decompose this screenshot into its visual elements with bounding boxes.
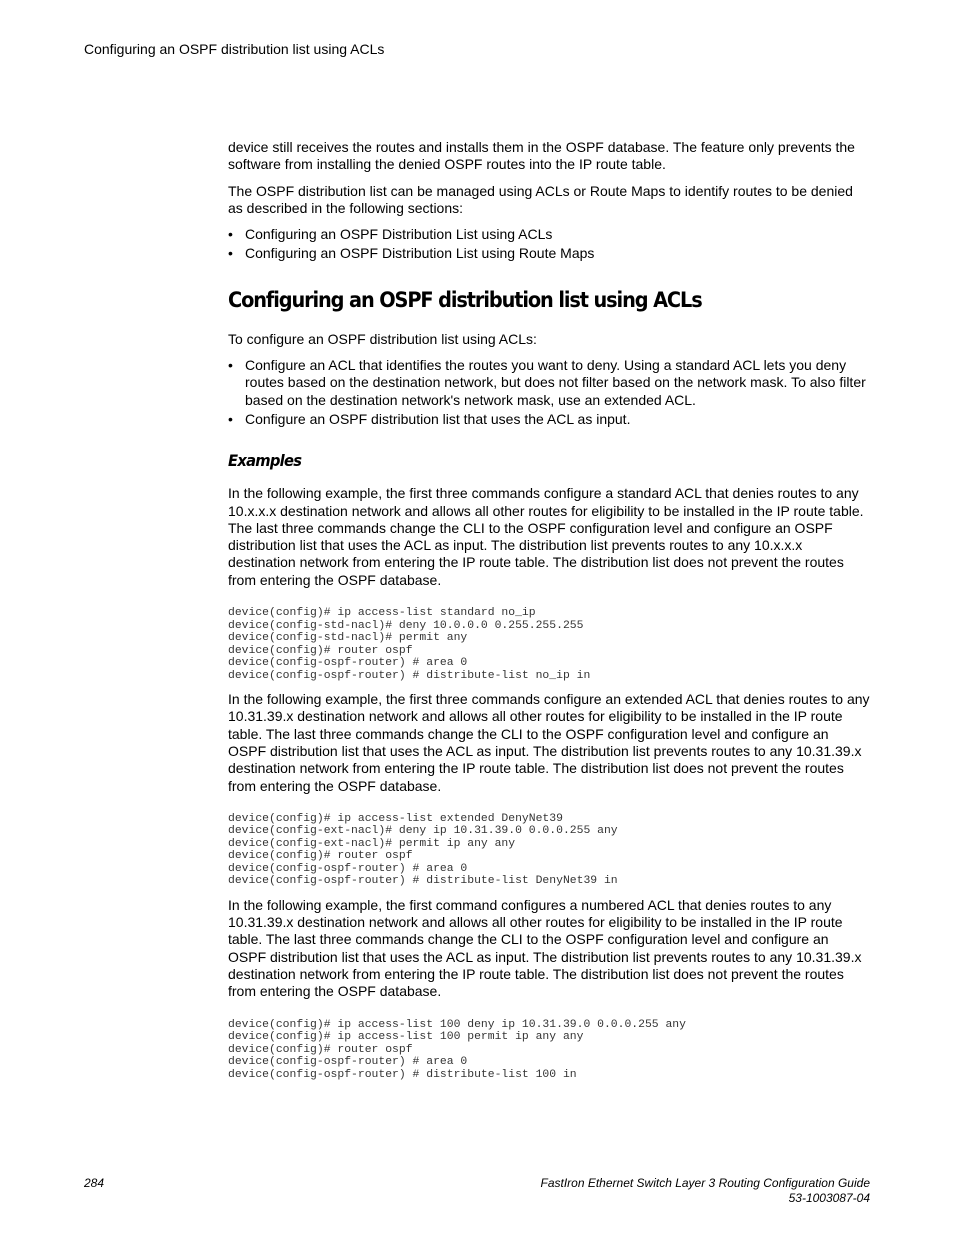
page-content: [228, 139, 870, 1081]
section-lead: To configure an OSPF distribution list using ACLs:: [228, 330, 537, 347]
example-1-description: In the following example, the first three commands configure a standard ACL that denies routes to any 10.x.x.x destination network and allows all other routes for eligibility to be installed in the IP route table. The last three commands change the CLI to the OSPF configuration level and configure an OSPF distribution list that uses the ACL as input. The distribution list prevents routes to any 10.x.x.x destination network from entering the IP route table. The distribution list does not prevent the routes from entering the OSPF database.: [228, 485, 864, 588]
section-heading: Configuring an OSPF distribution list using ACLs: [228, 287, 702, 312]
list-item: • Configure an ACL that identifies the routes you want to deny. Using a standard ACL lets you deny routes based on the destination network, but does not filter based on the network mask. To also filter based on the destination network's network mask, use an extended ACL.: [228, 357, 870, 409]
list-item: • Configuring an OSPF Distribution List using ACLs: [228, 226, 870, 243]
intro-paragraph-1: device still receives the routes and installs them in the OSPF database. The feature only prevents the software from installing the denied OSPF routes into the IP route table.: [228, 139, 855, 173]
list-item: • Configure an OSPF distribution list that uses the ACL as input.: [228, 411, 870, 428]
section-bullet-list: [228, 357, 870, 428]
document-number: 53-1003087-04: [788, 1191, 870, 1205]
example-3-code: device(config)# ip access-list 100 deny ip 10.31.39.0 0.0.0.255 any device(config)# ip access-list 100 permit ip any any device(config)# router ospf device(config-ospf-router) # area 0 device(config-ospf-router) # distribute-list 100 in: [228, 1018, 686, 1081]
guide-title: FastIron Ethernet Switch Layer 3 Routing Configuration Guide: [540, 1176, 870, 1190]
running-header: Configuring an OSPF distribution list using ACLs: [84, 41, 385, 57]
page-number: 284: [84, 1176, 105, 1190]
examples-heading: Examples: [228, 451, 302, 471]
footer-document-info: [540, 1176, 870, 1206]
intro-paragraph-2: The OSPF distribution list can be managed using ACLs or Route Maps to identify routes to be denied as described in the following sections:: [228, 182, 853, 216]
example-3-description: In the following example, the first command configures a numbered ACL that denies routes to any 10.31.39.x destination network and allows all other routes for eligibility to be installed in the IP route table. The last three commands change the CLI to the OSPF configuration level and configure an OSPF distribution list that uses the ACL as input. The distribution list prevents routes to any 10.31.39.x destination network from entering the IP route table. The distribution list does not prevent the routes from entering the OSPF database.: [228, 896, 862, 1000]
list-item: • Configuring an OSPF Distribution List using Route Maps: [228, 245, 870, 262]
intro-bullet-list: [228, 226, 870, 263]
example-1-code: device(config)# ip access-list standard no_ip device(config-std-nacl)# deny 10.0.0.0 0.255.255.255 device(config-std-nacl)# permit any device(config)# router ospf device(config-ospf-router) # area 0 device(config-ospf-router) # distribute-list no_ip in: [228, 607, 591, 682]
example-2-code: device(config)# ip access-list extended DenyNet39 device(config-ext-nacl)# deny ip 10.31.39.0 0.0.0.255 any device(config-ext-nacl)# permit ip any any device(config)# router ospf device(config-ospf-router) # area 0 device(config-ospf-router) # distribute-list DenyNet39 in: [228, 812, 618, 888]
example-2-description: In the following example, the first three commands configure an extended ACL that denies routes to any 10.31.39.x destination network and allows all other routes for eligibility to be installed in the IP route table. The last three commands change the CLI to the OSPF configuration level and configure an OSPF distribution list that uses the ACL as input. The distribution list prevents routes to any 10.31.39.x destination network from entering the IP route table. The distribution list does not prevent the routes from entering the OSPF database.: [228, 691, 870, 794]
